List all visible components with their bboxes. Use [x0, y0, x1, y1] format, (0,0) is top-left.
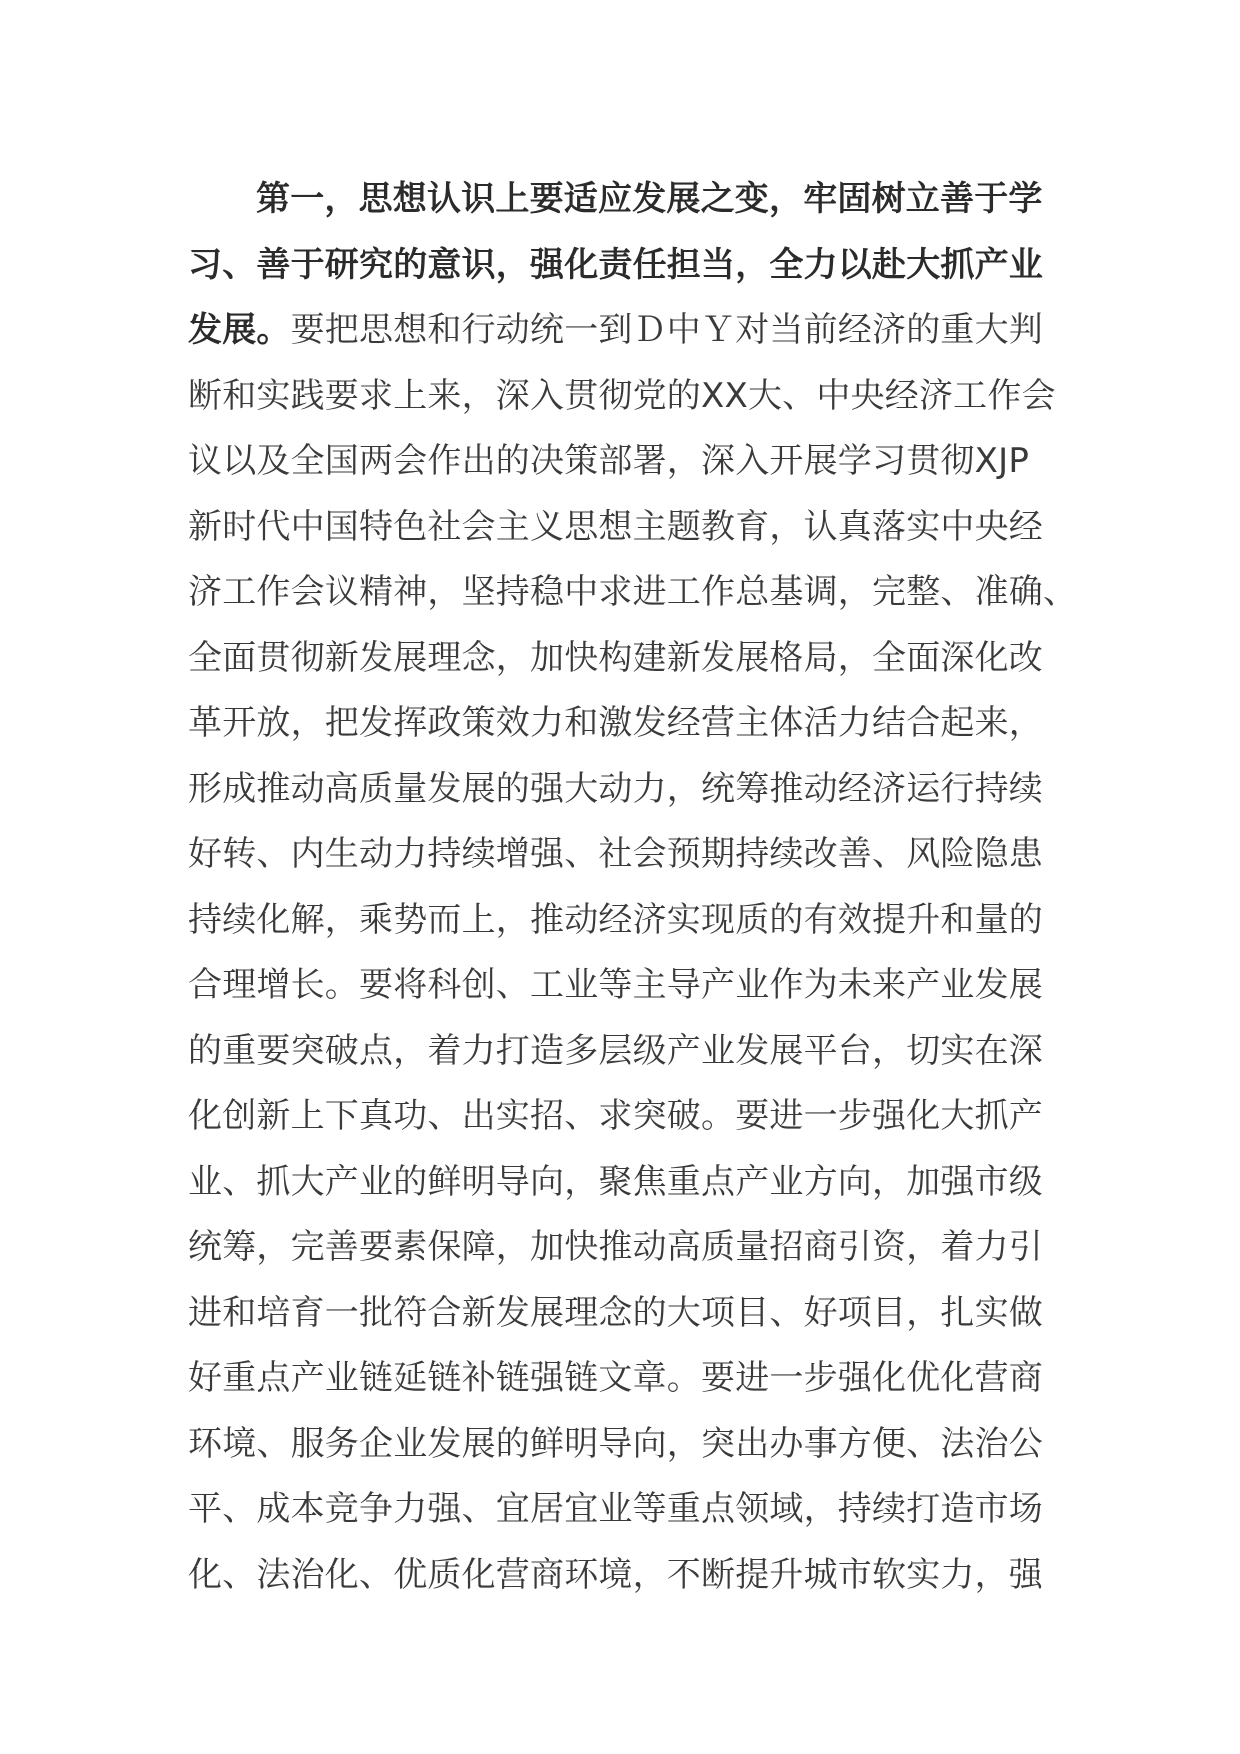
paragraph-line [188, 1281, 1058, 1347]
body-text: 合理增长。要将科创、工业等主导产业作为未来产业发展 [188, 965, 1043, 1005]
paragraph-line [188, 1019, 1058, 1085]
body-text: 平、成本竞争力强、宜居宜业等重点领域，持续打造市场 [188, 1489, 1043, 1529]
paragraph-line [188, 888, 1058, 954]
paragraph-line [188, 1215, 1058, 1281]
body-text: 要把思想和行动统一到Ｄ中Ｙ对当前经济的重大判 [290, 310, 1044, 350]
paragraph-line [188, 757, 1058, 823]
bold-heading-text: 第一，思想认识上要适应发展之变，牢固树立善于学 [256, 179, 1043, 219]
body-text: 业、抓大产业的鲜明导向，聚焦重点产业方向，加强市级 [188, 1161, 1043, 1202]
paragraph-line [188, 495, 1058, 561]
body-text: 环境、服务企业发展的鲜明导向，突出办事方便、法治公 [188, 1423, 1043, 1464]
body-text: 好重点产业链延链补链强链文章。要进一步强化优化营商 [188, 1358, 1043, 1398]
paragraph-line [188, 1412, 1058, 1478]
paragraph-line [188, 233, 1058, 299]
body-text: 形成推动高质量发展的强大动力，统筹推动经济运行持续 [188, 768, 1043, 809]
body-text: 统筹，完善要素保障，加快推动高质量招商引资，着力引 [188, 1227, 1043, 1267]
document-body [188, 167, 1078, 1608]
bold-heading-text: 发展。 [188, 310, 291, 350]
paragraph-line [188, 429, 1058, 495]
paragraph-line [188, 560, 1078, 626]
body-text: 断和实践要求上来，深入贯彻党的XX大、中央经济工作会 [188, 375, 1056, 416]
body-text: 济工作会议精神，坚持稳中求进工作总基调，完整、准确、 [188, 572, 1078, 612]
paragraph-line [188, 1150, 1058, 1216]
body-text: 持续化解，乘势而上，推动经济实现质的有效提升和量的 [188, 899, 1043, 940]
body-text: 的重要突破点，着力打造多层级产业发展平台，切实在深 [188, 1030, 1043, 1071]
paragraph-line [188, 822, 1058, 888]
body-text: 新时代中国特色社会主义思想主题教育，认真落实中央经 [188, 506, 1043, 547]
paragraph-line [188, 364, 1058, 430]
body-text: 化创新上下真功、出实招、求突破。要进一步强化大抓产 [188, 1096, 1043, 1136]
body-text: 议以及全国两会作出的决策部署，深入开展学习贯彻XJP [188, 441, 1030, 481]
paragraph-line [188, 1084, 1058, 1150]
body-text: 全面贯彻新发展理念，加快构建新发展格局，全面深化改 [188, 637, 1043, 678]
paragraph-line [188, 953, 1058, 1019]
body-text: 好转、内生动力持续增强、社会预期持续改善、风险隐患 [188, 834, 1043, 874]
paragraph-line [188, 298, 1058, 364]
paragraph-line [188, 626, 1058, 692]
body-text: 革开放，把发挥政策效力和激发经营主体活力结合起来， [188, 703, 1043, 743]
body-text: 进和培育一批符合新发展理念的大项目、好项目，扎实做 [188, 1292, 1043, 1333]
paragraph-line [188, 1346, 1058, 1412]
paragraph-line [188, 691, 1058, 757]
paragraph-line [188, 1477, 1058, 1543]
bold-heading-text: 习、善于研究的意识，强化责任担当，全力以赴大抓产业 [188, 244, 1043, 285]
paragraph-line [188, 167, 1058, 233]
paragraph-line [188, 1543, 1058, 1609]
body-text: 化、法治化、优质化营商环境，不断提升城市软实力，强 [188, 1554, 1043, 1595]
